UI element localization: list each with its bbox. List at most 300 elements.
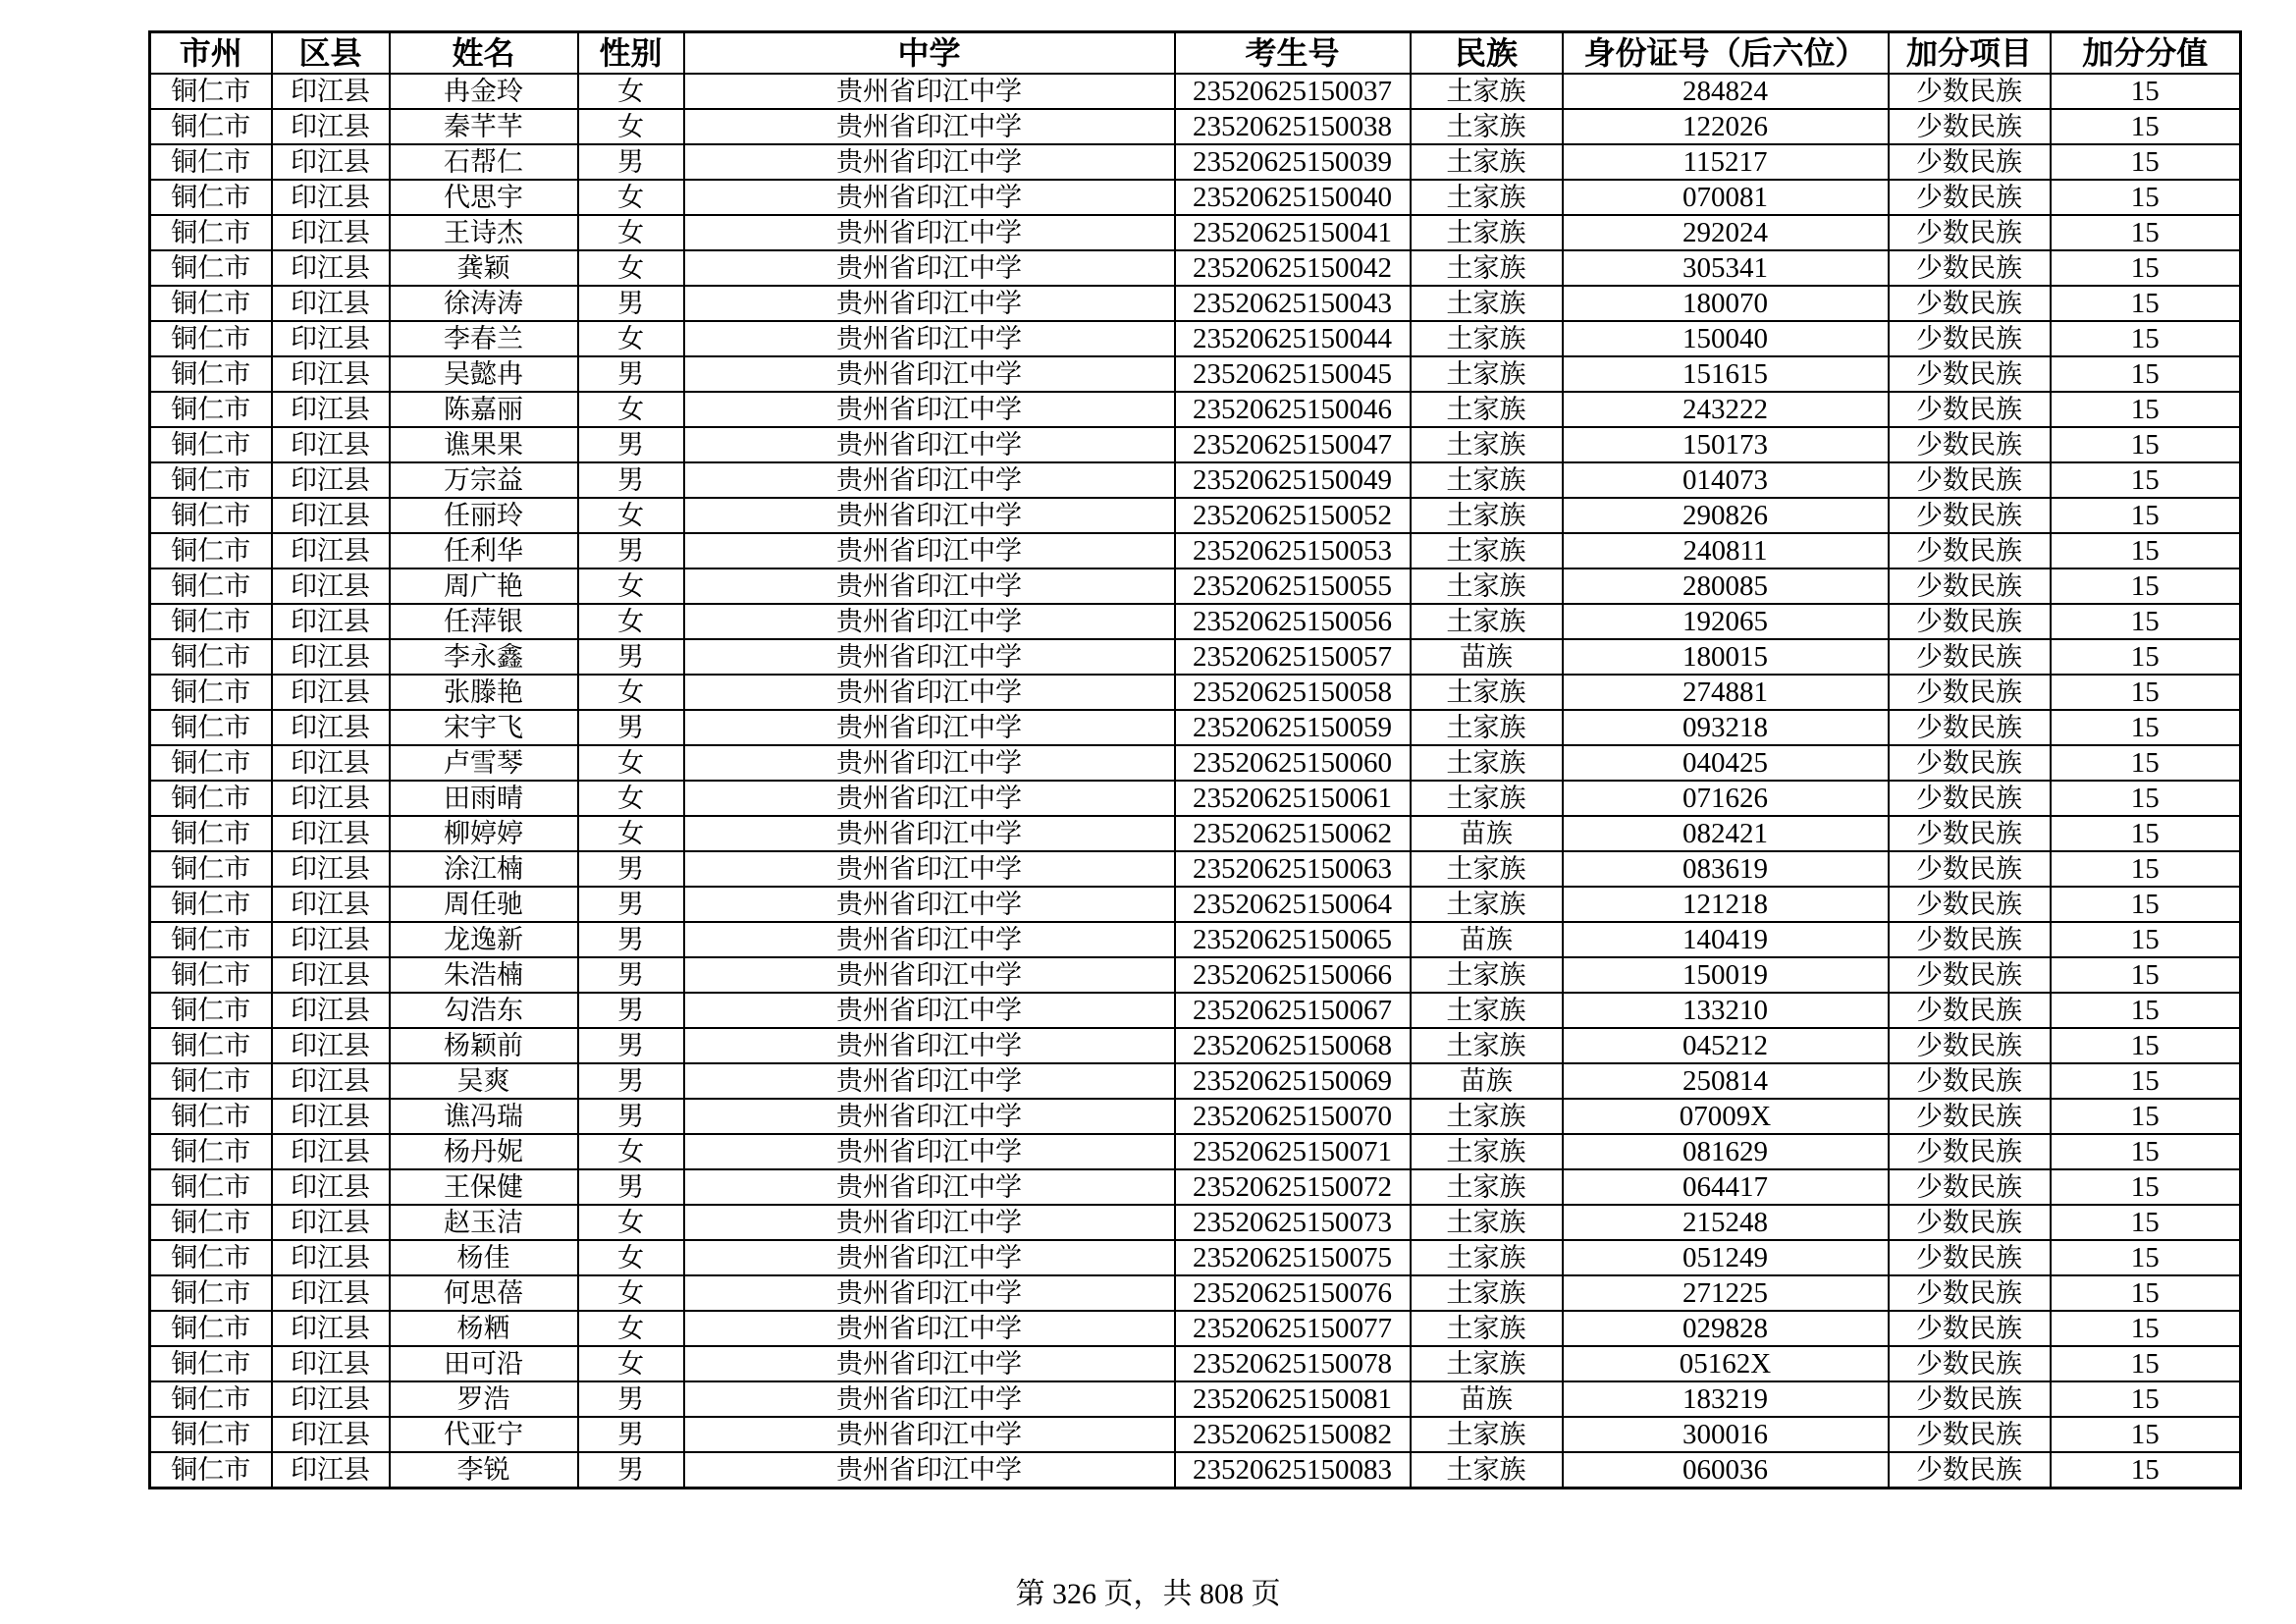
- cell-id-last-six: 029828: [1563, 1311, 1889, 1346]
- cell-exam-number: 23520625150038: [1175, 109, 1411, 144]
- cell-school: 贵州省印江中学: [684, 1063, 1175, 1099]
- cell-gender: 男: [578, 1452, 684, 1489]
- cell-name: 朱浩楠: [390, 957, 578, 993]
- cell-gender: 男: [578, 1028, 684, 1063]
- cell-city: 铜仁市: [150, 286, 272, 321]
- cell-bonus-score: 15: [2051, 286, 2241, 321]
- cell-id-last-six: 280085: [1563, 568, 1889, 604]
- cell-name: 谯果果: [390, 427, 578, 462]
- cell-bonus-score: 15: [2051, 851, 2241, 887]
- table-row: [150, 144, 2241, 180]
- cell-exam-number: 23520625150046: [1175, 392, 1411, 427]
- cell-name: 任萍银: [390, 604, 578, 639]
- cell-id-last-six: 150173: [1563, 427, 1889, 462]
- cell-gender: 男: [578, 639, 684, 675]
- cell-exam-number: 23520625150078: [1175, 1346, 1411, 1381]
- cell-name: 张滕艳: [390, 675, 578, 710]
- cell-name: 代思宇: [390, 180, 578, 215]
- cell-bonus-item: 少数民族: [1889, 321, 2051, 356]
- cell-bonus-score: 15: [2051, 1381, 2241, 1417]
- cell-bonus-score: 15: [2051, 922, 2241, 957]
- cell-bonus-item: 少数民族: [1889, 1028, 2051, 1063]
- table-row: [150, 816, 2241, 851]
- cell-school: 贵州省印江中学: [684, 1134, 1175, 1169]
- header-bonus-item: 加分项目: [1889, 32, 2051, 75]
- cell-school: 贵州省印江中学: [684, 250, 1175, 286]
- table-row: [150, 851, 2241, 887]
- cell-city: 铜仁市: [150, 144, 272, 180]
- cell-bonus-item: 少数民族: [1889, 781, 2051, 816]
- cell-ethnicity: 苗族: [1411, 1063, 1563, 1099]
- cell-city: 铜仁市: [150, 675, 272, 710]
- cell-id-last-six: 122026: [1563, 109, 1889, 144]
- cell-id-last-six: 284824: [1563, 74, 1889, 109]
- cell-id-last-six: 290826: [1563, 498, 1889, 533]
- cell-bonus-item: 少数民族: [1889, 180, 2051, 215]
- cell-exam-number: 23520625150072: [1175, 1169, 1411, 1205]
- cell-bonus-score: 15: [2051, 675, 2241, 710]
- cell-bonus-score: 15: [2051, 1346, 2241, 1381]
- table-row: [150, 745, 2241, 781]
- header-ethnicity: 民族: [1411, 32, 1563, 75]
- cell-bonus-score: 15: [2051, 74, 2241, 109]
- cell-id-last-six: 07009X: [1563, 1099, 1889, 1134]
- cell-gender: 女: [578, 498, 684, 533]
- cell-county: 印江县: [272, 1346, 390, 1381]
- cell-bonus-score: 15: [2051, 144, 2241, 180]
- cell-exam-number: 23520625150071: [1175, 1134, 1411, 1169]
- cell-bonus-score: 15: [2051, 392, 2241, 427]
- cell-bonus-score: 15: [2051, 109, 2241, 144]
- cell-bonus-item: 少数民族: [1889, 887, 2051, 922]
- cell-name: 陈嘉丽: [390, 392, 578, 427]
- header-school: 中学: [684, 32, 1175, 75]
- cell-bonus-score: 15: [2051, 816, 2241, 851]
- cell-exam-number: 23520625150075: [1175, 1240, 1411, 1275]
- cell-city: 铜仁市: [150, 427, 272, 462]
- cell-exam-number: 23520625150037: [1175, 74, 1411, 109]
- cell-school: 贵州省印江中学: [684, 74, 1175, 109]
- cell-city: 铜仁市: [150, 887, 272, 922]
- table-row: [150, 1381, 2241, 1417]
- header-city: 市州: [150, 32, 272, 75]
- cell-exam-number: 23520625150041: [1175, 215, 1411, 250]
- cell-gender: 女: [578, 74, 684, 109]
- cell-id-last-six: 140419: [1563, 922, 1889, 957]
- cell-exam-number: 23520625150052: [1175, 498, 1411, 533]
- cell-ethnicity: 土家族: [1411, 1205, 1563, 1240]
- cell-county: 印江县: [272, 109, 390, 144]
- cell-id-last-six: 060036: [1563, 1452, 1889, 1489]
- cell-school: 贵州省印江中学: [684, 1275, 1175, 1311]
- cell-county: 印江县: [272, 1169, 390, 1205]
- cell-county: 印江县: [272, 887, 390, 922]
- cell-ethnicity: 土家族: [1411, 851, 1563, 887]
- cell-bonus-score: 15: [2051, 1417, 2241, 1452]
- cell-school: 贵州省印江中学: [684, 356, 1175, 392]
- cell-county: 印江县: [272, 533, 390, 568]
- cell-county: 印江县: [272, 816, 390, 851]
- cell-bonus-item: 少数民族: [1889, 1099, 2051, 1134]
- cell-name: 李春兰: [390, 321, 578, 356]
- cell-county: 印江县: [272, 215, 390, 250]
- cell-exam-number: 23520625150065: [1175, 922, 1411, 957]
- cell-ethnicity: 土家族: [1411, 957, 1563, 993]
- cell-id-last-six: 274881: [1563, 675, 1889, 710]
- cell-ethnicity: 土家族: [1411, 74, 1563, 109]
- cell-id-last-six: 183219: [1563, 1381, 1889, 1417]
- cell-bonus-score: 15: [2051, 215, 2241, 250]
- table-body: [150, 74, 2241, 1489]
- cell-bonus-item: 少数民族: [1889, 74, 2051, 109]
- cell-name: 徐涛涛: [390, 286, 578, 321]
- table-row: [150, 1240, 2241, 1275]
- cell-ethnicity: 土家族: [1411, 321, 1563, 356]
- cell-county: 印江县: [272, 321, 390, 356]
- cell-id-last-six: 05162X: [1563, 1346, 1889, 1381]
- cell-ethnicity: 土家族: [1411, 1240, 1563, 1275]
- cell-school: 贵州省印江中学: [684, 427, 1175, 462]
- cell-bonus-item: 少数民族: [1889, 568, 2051, 604]
- cell-ethnicity: 土家族: [1411, 1311, 1563, 1346]
- cell-bonus-item: 少数民族: [1889, 922, 2051, 957]
- cell-bonus-score: 15: [2051, 1275, 2241, 1311]
- cell-name: 石帮仁: [390, 144, 578, 180]
- cell-school: 贵州省印江中学: [684, 957, 1175, 993]
- cell-county: 印江县: [272, 250, 390, 286]
- cell-bonus-score: 15: [2051, 745, 2241, 781]
- cell-school: 贵州省印江中学: [684, 887, 1175, 922]
- cell-id-last-six: 250814: [1563, 1063, 1889, 1099]
- cell-city: 铜仁市: [150, 215, 272, 250]
- cell-exam-number: 23520625150069: [1175, 1063, 1411, 1099]
- cell-gender: 男: [578, 957, 684, 993]
- cell-gender: 女: [578, 109, 684, 144]
- cell-gender: 女: [578, 1205, 684, 1240]
- cell-county: 印江县: [272, 710, 390, 745]
- cell-id-last-six: 133210: [1563, 993, 1889, 1028]
- cell-city: 铜仁市: [150, 180, 272, 215]
- cell-bonus-item: 少数民族: [1889, 1417, 2051, 1452]
- cell-name: 王诗杰: [390, 215, 578, 250]
- cell-gender: 女: [578, 392, 684, 427]
- cell-county: 印江县: [272, 286, 390, 321]
- cell-id-last-six: 045212: [1563, 1028, 1889, 1063]
- cell-ethnicity: 苗族: [1411, 639, 1563, 675]
- cell-ethnicity: 土家族: [1411, 1275, 1563, 1311]
- cell-id-last-six: 192065: [1563, 604, 1889, 639]
- cell-gender: 男: [578, 356, 684, 392]
- header-bonus-score: 加分分值: [2051, 32, 2241, 75]
- table-row: [150, 1346, 2241, 1381]
- cell-bonus-item: 少数民族: [1889, 851, 2051, 887]
- cell-gender: 男: [578, 286, 684, 321]
- cell-exam-number: 23520625150067: [1175, 993, 1411, 1028]
- cell-county: 印江县: [272, 427, 390, 462]
- cell-bonus-score: 15: [2051, 887, 2241, 922]
- cell-school: 贵州省印江中学: [684, 109, 1175, 144]
- cell-bonus-score: 15: [2051, 1452, 2241, 1489]
- cell-id-last-six: 071626: [1563, 781, 1889, 816]
- cell-id-last-six: 292024: [1563, 215, 1889, 250]
- cell-id-last-six: 082421: [1563, 816, 1889, 851]
- cell-county: 印江县: [272, 180, 390, 215]
- cell-gender: 男: [578, 1417, 684, 1452]
- cell-city: 铜仁市: [150, 462, 272, 498]
- cell-name: 周任驰: [390, 887, 578, 922]
- cell-ethnicity: 土家族: [1411, 993, 1563, 1028]
- cell-ethnicity: 土家族: [1411, 1169, 1563, 1205]
- cell-city: 铜仁市: [150, 1240, 272, 1275]
- cell-county: 印江县: [272, 675, 390, 710]
- page-footer: 第 326 页，共 808 页: [1015, 1578, 1281, 1610]
- table-row: [150, 286, 2241, 321]
- cell-id-last-six: 180015: [1563, 639, 1889, 675]
- table-row: [150, 1169, 2241, 1205]
- cell-school: 贵州省印江中学: [684, 710, 1175, 745]
- cell-school: 贵州省印江中学: [684, 675, 1175, 710]
- cell-bonus-item: 少数民族: [1889, 1205, 2051, 1240]
- cell-gender: 女: [578, 250, 684, 286]
- cell-id-last-six: 300016: [1563, 1417, 1889, 1452]
- cell-county: 印江县: [272, 1063, 390, 1099]
- cell-name: 何思蓓: [390, 1275, 578, 1311]
- cell-city: 铜仁市: [150, 993, 272, 1028]
- cell-name: 杨佳: [390, 1240, 578, 1275]
- cell-ethnicity: 土家族: [1411, 604, 1563, 639]
- cell-city: 铜仁市: [150, 745, 272, 781]
- cell-city: 铜仁市: [150, 1028, 272, 1063]
- cell-gender: 女: [578, 180, 684, 215]
- cell-ethnicity: 土家族: [1411, 427, 1563, 462]
- table-row: [150, 533, 2241, 568]
- cell-exam-number: 23520625150055: [1175, 568, 1411, 604]
- table-row: [150, 1275, 2241, 1311]
- cell-name: 秦芊芊: [390, 109, 578, 144]
- table-row: [150, 1311, 2241, 1346]
- header-name: 姓名: [390, 32, 578, 75]
- cell-name: 冉金玲: [390, 74, 578, 109]
- cell-school: 贵州省印江中学: [684, 533, 1175, 568]
- table-row: [150, 887, 2241, 922]
- cell-bonus-item: 少数民族: [1889, 1275, 2051, 1311]
- cell-bonus-score: 15: [2051, 604, 2241, 639]
- cell-name: 罗浩: [390, 1381, 578, 1417]
- cell-exam-number: 23520625150045: [1175, 356, 1411, 392]
- cell-bonus-item: 少数民族: [1889, 286, 2051, 321]
- cell-gender: 女: [578, 568, 684, 604]
- cell-county: 印江县: [272, 498, 390, 533]
- cell-id-last-six: 151615: [1563, 356, 1889, 392]
- cell-city: 铜仁市: [150, 922, 272, 957]
- cell-county: 印江县: [272, 74, 390, 109]
- cell-bonus-score: 15: [2051, 250, 2241, 286]
- cell-county: 印江县: [272, 957, 390, 993]
- table-row: [150, 675, 2241, 710]
- header-row: [150, 32, 2241, 75]
- cell-id-last-six: 243222: [1563, 392, 1889, 427]
- cell-school: 贵州省印江中学: [684, 1381, 1175, 1417]
- cell-ethnicity: 土家族: [1411, 215, 1563, 250]
- cell-ethnicity: 土家族: [1411, 250, 1563, 286]
- table-row: [150, 1452, 2241, 1489]
- cell-county: 印江县: [272, 1134, 390, 1169]
- table-row: [150, 427, 2241, 462]
- cell-school: 贵州省印江中学: [684, 1240, 1175, 1275]
- cell-exam-number: 23520625150081: [1175, 1381, 1411, 1417]
- cell-bonus-item: 少数民族: [1889, 498, 2051, 533]
- cell-county: 印江县: [272, 356, 390, 392]
- cell-ethnicity: 土家族: [1411, 1134, 1563, 1169]
- cell-name: 龙逸新: [390, 922, 578, 957]
- cell-bonus-item: 少数民族: [1889, 462, 2051, 498]
- cell-city: 铜仁市: [150, 356, 272, 392]
- cell-name: 宋宇飞: [390, 710, 578, 745]
- cell-exam-number: 23520625150057: [1175, 639, 1411, 675]
- cell-bonus-item: 少数民族: [1889, 604, 2051, 639]
- cell-bonus-item: 少数民族: [1889, 1134, 2051, 1169]
- cell-ethnicity: 土家族: [1411, 533, 1563, 568]
- cell-school: 贵州省印江中学: [684, 604, 1175, 639]
- cell-name: 李永鑫: [390, 639, 578, 675]
- table-row: [150, 250, 2241, 286]
- cell-bonus-item: 少数民族: [1889, 745, 2051, 781]
- cell-id-last-six: 070081: [1563, 180, 1889, 215]
- cell-exam-number: 23520625150049: [1175, 462, 1411, 498]
- cell-name: 万宗益: [390, 462, 578, 498]
- cell-gender: 男: [578, 851, 684, 887]
- cell-bonus-item: 少数民族: [1889, 1346, 2051, 1381]
- cell-gender: 男: [578, 710, 684, 745]
- cell-exam-number: 23520625150043: [1175, 286, 1411, 321]
- cell-school: 贵州省印江中学: [684, 1452, 1175, 1489]
- cell-ethnicity: 土家族: [1411, 1417, 1563, 1452]
- cell-ethnicity: 土家族: [1411, 1346, 1563, 1381]
- cell-gender: 女: [578, 745, 684, 781]
- cell-county: 印江县: [272, 392, 390, 427]
- cell-name: 卢雪琴: [390, 745, 578, 781]
- cell-name: 杨颖前: [390, 1028, 578, 1063]
- cell-exam-number: 23520625150044: [1175, 321, 1411, 356]
- cell-bonus-item: 少数民族: [1889, 1063, 2051, 1099]
- cell-id-last-six: 150019: [1563, 957, 1889, 993]
- cell-ethnicity: 土家族: [1411, 675, 1563, 710]
- cell-name: 龚颖: [390, 250, 578, 286]
- cell-school: 贵州省印江中学: [684, 1099, 1175, 1134]
- cell-ethnicity: 土家族: [1411, 1028, 1563, 1063]
- cell-ethnicity: 土家族: [1411, 392, 1563, 427]
- cell-county: 印江县: [272, 1311, 390, 1346]
- cell-ethnicity: 土家族: [1411, 887, 1563, 922]
- cell-gender: 女: [578, 1275, 684, 1311]
- cell-name: 任利华: [390, 533, 578, 568]
- cell-bonus-score: 15: [2051, 957, 2241, 993]
- cell-school: 贵州省印江中学: [684, 1346, 1175, 1381]
- cell-id-last-six: 305341: [1563, 250, 1889, 286]
- cell-school: 贵州省印江中学: [684, 781, 1175, 816]
- cell-bonus-score: 15: [2051, 321, 2241, 356]
- cell-bonus-score: 15: [2051, 1205, 2241, 1240]
- cell-gender: 女: [578, 1311, 684, 1346]
- cell-name: 代亚宁: [390, 1417, 578, 1452]
- cell-school: 贵州省印江中学: [684, 1417, 1175, 1452]
- cell-school: 贵州省印江中学: [684, 215, 1175, 250]
- cell-ethnicity: 土家族: [1411, 710, 1563, 745]
- cell-bonus-item: 少数民族: [1889, 250, 2051, 286]
- cell-id-last-six: 093218: [1563, 710, 1889, 745]
- header-county: 区县: [272, 32, 390, 75]
- cell-bonus-score: 15: [2051, 1134, 2241, 1169]
- cell-ethnicity: 苗族: [1411, 1381, 1563, 1417]
- cell-bonus-item: 少数民族: [1889, 639, 2051, 675]
- cell-city: 铜仁市: [150, 1417, 272, 1452]
- cell-gender: 女: [578, 675, 684, 710]
- table-row: [150, 1028, 2241, 1063]
- cell-ethnicity: 苗族: [1411, 922, 1563, 957]
- cell-county: 印江县: [272, 604, 390, 639]
- cell-ethnicity: 土家族: [1411, 1099, 1563, 1134]
- cell-bonus-score: 15: [2051, 639, 2241, 675]
- cell-gender: 男: [578, 533, 684, 568]
- cell-name: 周广艳: [390, 568, 578, 604]
- cell-bonus-item: 少数民族: [1889, 710, 2051, 745]
- cell-school: 贵州省印江中学: [684, 568, 1175, 604]
- cell-exam-number: 23520625150056: [1175, 604, 1411, 639]
- cell-exam-number: 23520625150062: [1175, 816, 1411, 851]
- cell-county: 印江县: [272, 1417, 390, 1452]
- cell-gender: 女: [578, 215, 684, 250]
- score-bonus-table: [148, 30, 2242, 1489]
- header-gender: 性别: [578, 32, 684, 75]
- cell-exam-number: 23520625150058: [1175, 675, 1411, 710]
- table-row: [150, 604, 2241, 639]
- cell-city: 铜仁市: [150, 710, 272, 745]
- cell-gender: 男: [578, 144, 684, 180]
- cell-city: 铜仁市: [150, 392, 272, 427]
- cell-bonus-score: 15: [2051, 533, 2241, 568]
- table-row: [150, 1417, 2241, 1452]
- table-row: [150, 74, 2241, 109]
- cell-id-last-six: 215248: [1563, 1205, 1889, 1240]
- table-row: [150, 1134, 2241, 1169]
- cell-gender: 男: [578, 1063, 684, 1099]
- cell-exam-number: 23520625150066: [1175, 957, 1411, 993]
- cell-county: 印江县: [272, 1028, 390, 1063]
- cell-school: 贵州省印江中学: [684, 851, 1175, 887]
- cell-bonus-score: 15: [2051, 180, 2241, 215]
- cell-id-last-six: 040425: [1563, 745, 1889, 781]
- table-row: [150, 993, 2241, 1028]
- cell-name: 杨粞: [390, 1311, 578, 1346]
- cell-gender: 女: [578, 1134, 684, 1169]
- table-row: [150, 180, 2241, 215]
- cell-bonus-score: 15: [2051, 1028, 2241, 1063]
- cell-city: 铜仁市: [150, 74, 272, 109]
- cell-city: 铜仁市: [150, 1346, 272, 1381]
- cell-city: 铜仁市: [150, 604, 272, 639]
- cell-bonus-item: 少数民族: [1889, 1240, 2051, 1275]
- cell-county: 印江县: [272, 1275, 390, 1311]
- cell-bonus-item: 少数民族: [1889, 1452, 2051, 1489]
- cell-ethnicity: 土家族: [1411, 781, 1563, 816]
- cell-name: 吴懿冉: [390, 356, 578, 392]
- cell-name: 勾浩东: [390, 993, 578, 1028]
- cell-bonus-score: 15: [2051, 1099, 2241, 1134]
- cell-gender: 男: [578, 1381, 684, 1417]
- cell-city: 铜仁市: [150, 250, 272, 286]
- cell-id-last-six: 240811: [1563, 533, 1889, 568]
- cell-bonus-item: 少数民族: [1889, 109, 2051, 144]
